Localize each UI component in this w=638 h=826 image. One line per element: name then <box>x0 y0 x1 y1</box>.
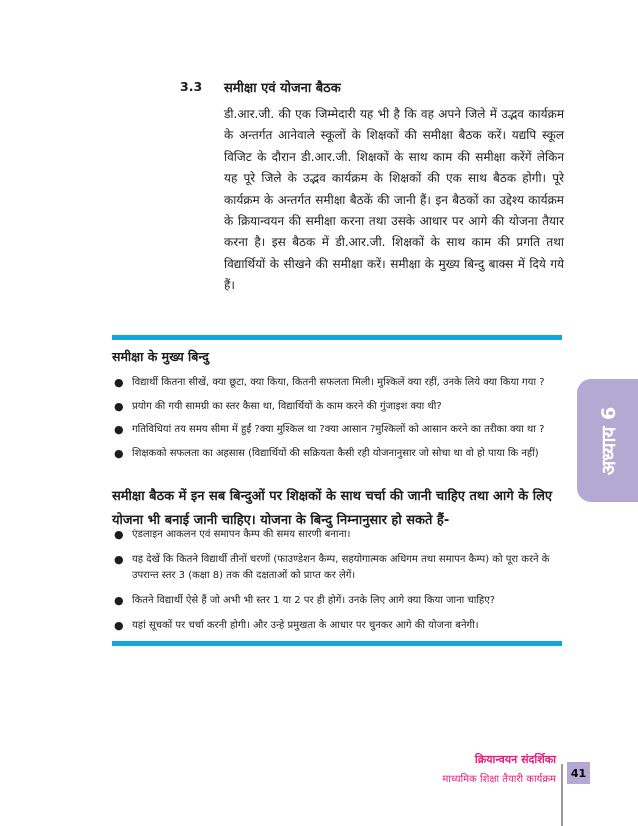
chapter-side-tab <box>577 379 638 502</box>
footer-title: क्रियान्वयन संदर्शिका <box>474 753 556 766</box>
section-paragraph: डी.आर.जी. की एक जिम्मेदारी यह भी है कि वह अपने जिले में उद्भव कार्यक्रम के अन्तर्गत आनेवाले स्कूलों के शिक्षकों की समीक्षा बैठक करें। यद्यपि स्कूल विजिट के दौरान डी.आर.जी. शिक्षकों के साथ काम की समीक्षा करेंगें लेकिन यह पूरे जिले के उद्भव कार्यक्रम के शिक्षकों की एक साथ बैठक होगी। पूरे कार्यक्रम के अन्तर्गत समीक्षा बैठकें की जानी हैं। इन बैठकों का उद्देश्य कार्यक्रम के क्रियान्वयन की समीक्षा करना तथा उसके आधार पर आगे की योजना तैयार करना है। इस बैठक में डी.आर.जी. शिक्षकों के साथ काम की प्रगति तथा विद्यार्थियों के सीखने की समीक्षा करें। समीक्षा के मुख्य बिन्दु बाक्स में दिये गये हैं। <box>224 107 564 293</box>
bullet-icon: ● <box>114 376 124 389</box>
bullet-icon: ● <box>114 423 124 436</box>
bullet-icon: ● <box>114 446 124 460</box>
review-points-list <box>112 376 567 470</box>
review-point-text: विद्यार्थी कितना सीखें, क्या छूटा, क्या किया, कितनी सफलता मिली। मुश्किलें क्या रहीं, उनके लिये क्या किया गया ? <box>132 377 545 388</box>
plan-intro-text: समीक्षा बैठक में इन सब बिन्दुओं पर शिक्षकों के साथ चर्चा की जानी चाहिए तथा आगे के लिए योजना भी बनाई जानी चाहिए। योजना के बिन्दु निम्नानुसार हो सकते हैं- <box>112 489 553 528</box>
plan-point-text: यह देखें कि कितने विद्यार्थी तीनों चरणों (फाउण्डेशन कैम्प, सहयोगात्मक अधिगम तथा समापन कैम्प) को पूरा करने के उपरान्त स्तर 3 (कक्षा 8) तक की दक्षताओं को प्राप्त कर लेगें। <box>132 554 550 581</box>
list-item <box>112 423 567 447</box>
list-item <box>112 593 567 609</box>
list-item <box>112 618 567 634</box>
page-number: 41 <box>567 762 590 784</box>
review-point-text: शिक्षकको सफलता का अहसास (विद्यार्थियों की सक्रियता कैसी रही योजनानुसार जो सोचा था वो हो पाया कि नहीं) <box>132 447 539 459</box>
plan-point-text: यहां सूचकों पर चर्चा करनी होगी। और उन्हे प्रमुखता के आधार पर चुनकर आगे की योजना बनेगी। <box>132 620 479 631</box>
list-item <box>112 552 567 584</box>
section-title: समीक्षा एवं योजना बैठक <box>224 81 341 96</box>
box-top-rule <box>112 335 562 340</box>
list-item <box>112 400 567 424</box>
footer-subtitle: माध्यमिक शिक्षा तैयारी कार्यक्रम <box>442 774 556 785</box>
box-bottom-rule <box>112 641 562 646</box>
plan-point-text: एंडलाइन आकलन एवं समापन कैम्प की समय सारणी बनाना। <box>132 529 351 540</box>
bullet-icon: ● <box>114 399 124 413</box>
review-point-text: प्रयोग की गयी सामग्री का स्तर कैसा था, विद्यार्थियों के काम करने की गुंजाइश क्या थी? <box>132 400 442 412</box>
box-heading: समीक्षा के मुख्य बिन्दु <box>112 349 209 364</box>
bullet-icon: ● <box>114 553 124 566</box>
chapter-side-tab-label: अध्याय 6 <box>597 406 620 475</box>
footer-divider <box>561 764 563 826</box>
bullet-icon: ● <box>114 619 124 632</box>
bullet-icon: ● <box>114 528 124 541</box>
plan-point-text: कितने विद्यार्थी ऐसे हैं जो अभी भी स्तर 1 या 2 पर ही होगें। उनके लिए आगे क्या किया जाना चाहिए? <box>132 595 496 606</box>
review-point-text: गतिविधियां तय समय सीमा में हुईं ?क्या मुश्किल था ?क्या आसान ?मुश्किलों को आसान करने का तरीका क्या था ? <box>132 424 545 435</box>
plan-points-list <box>112 527 567 643</box>
bullet-icon: ● <box>114 594 124 607</box>
list-item <box>112 527 567 543</box>
list-item <box>112 447 567 471</box>
list-item <box>112 376 567 400</box>
section-number: 3.3 <box>180 79 203 94</box>
